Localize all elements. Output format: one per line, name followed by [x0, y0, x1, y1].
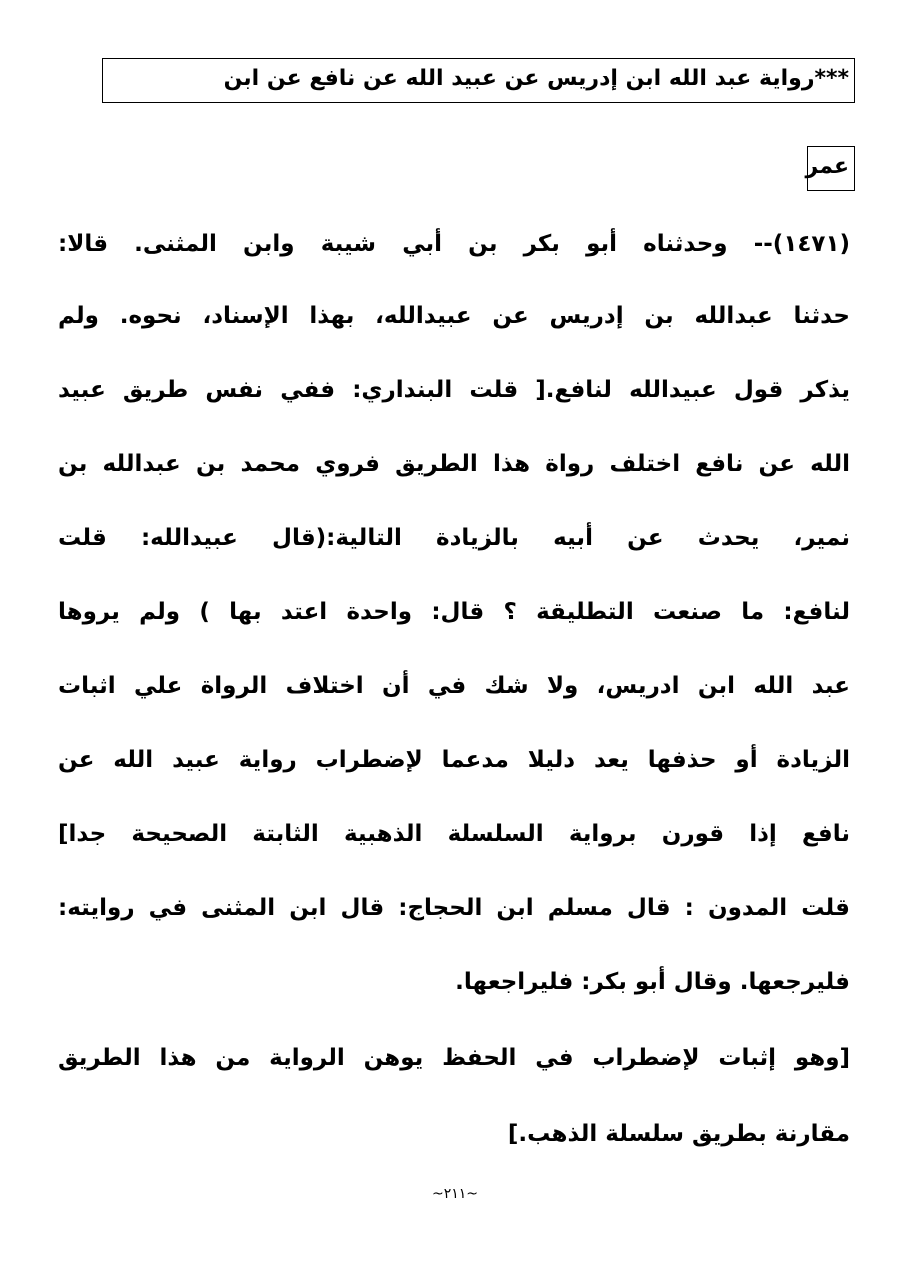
body-text-line: يذكر قول عبيدالله لنافع.[ قلت البنداري: ففي نفس طريق عبيد [58, 377, 850, 403]
section-heading-line-1: ***رواية عبد الله ابن إدريس عن عبيد الله عن نافع عن ابن [102, 58, 855, 103]
body-text-line: فليرجعها. وقال أبو بكر: فليراجعها. [455, 969, 850, 995]
body-text-line: قلت المدون : قال مسلم ابن الحجاج: قال ابن المثنى في روايته: [58, 895, 850, 921]
body-text-line: لنافع: ما صنعت التطليقة ؟ قال: واحدة اعتد بها ) ولم يروها [58, 599, 850, 625]
body-text-line: نمير، يحدث عن أبيه بالزيادة التالية:(قال عبيدالله: قلت [58, 525, 850, 551]
body-text-line: (١٤٧١)-- وحدثناه أبو بكر بن أبي شيبة وابن المثنى. قالا: [58, 231, 850, 257]
section-heading-line-2: عمر [807, 146, 855, 191]
body-text-line: [وهو إثبات لإضطراب في الحفظ يوهن الرواية من هذا الطريق [58, 1045, 850, 1071]
body-text-line: عبد الله ابن ادريس، ولا شك في أن اختلاف الرواة علي اثبات [58, 673, 850, 699]
body-text-line: الله عن نافع اختلف رواة هذا الطريق فروي محمد بن عبدالله بن [58, 451, 850, 477]
body-text-line: نافع إذا قورن برواية السلسلة الذهبية الثابتة الصحيحة جدا] [58, 821, 850, 847]
page-number: ~٢١١~ [431, 1186, 479, 1202]
body-text-line: الزيادة أو حذفها يعد دليلا مدعما لإضطراب رواية عبيد الله عن [58, 747, 850, 773]
body-text-line: مقارنة بطريق سلسلة الذهب.] [507, 1121, 850, 1147]
body-text-line: حدثنا عبدالله بن إدريس عن عبيدالله، بهذا الإسناد، نحوه. ولم [58, 303, 850, 329]
